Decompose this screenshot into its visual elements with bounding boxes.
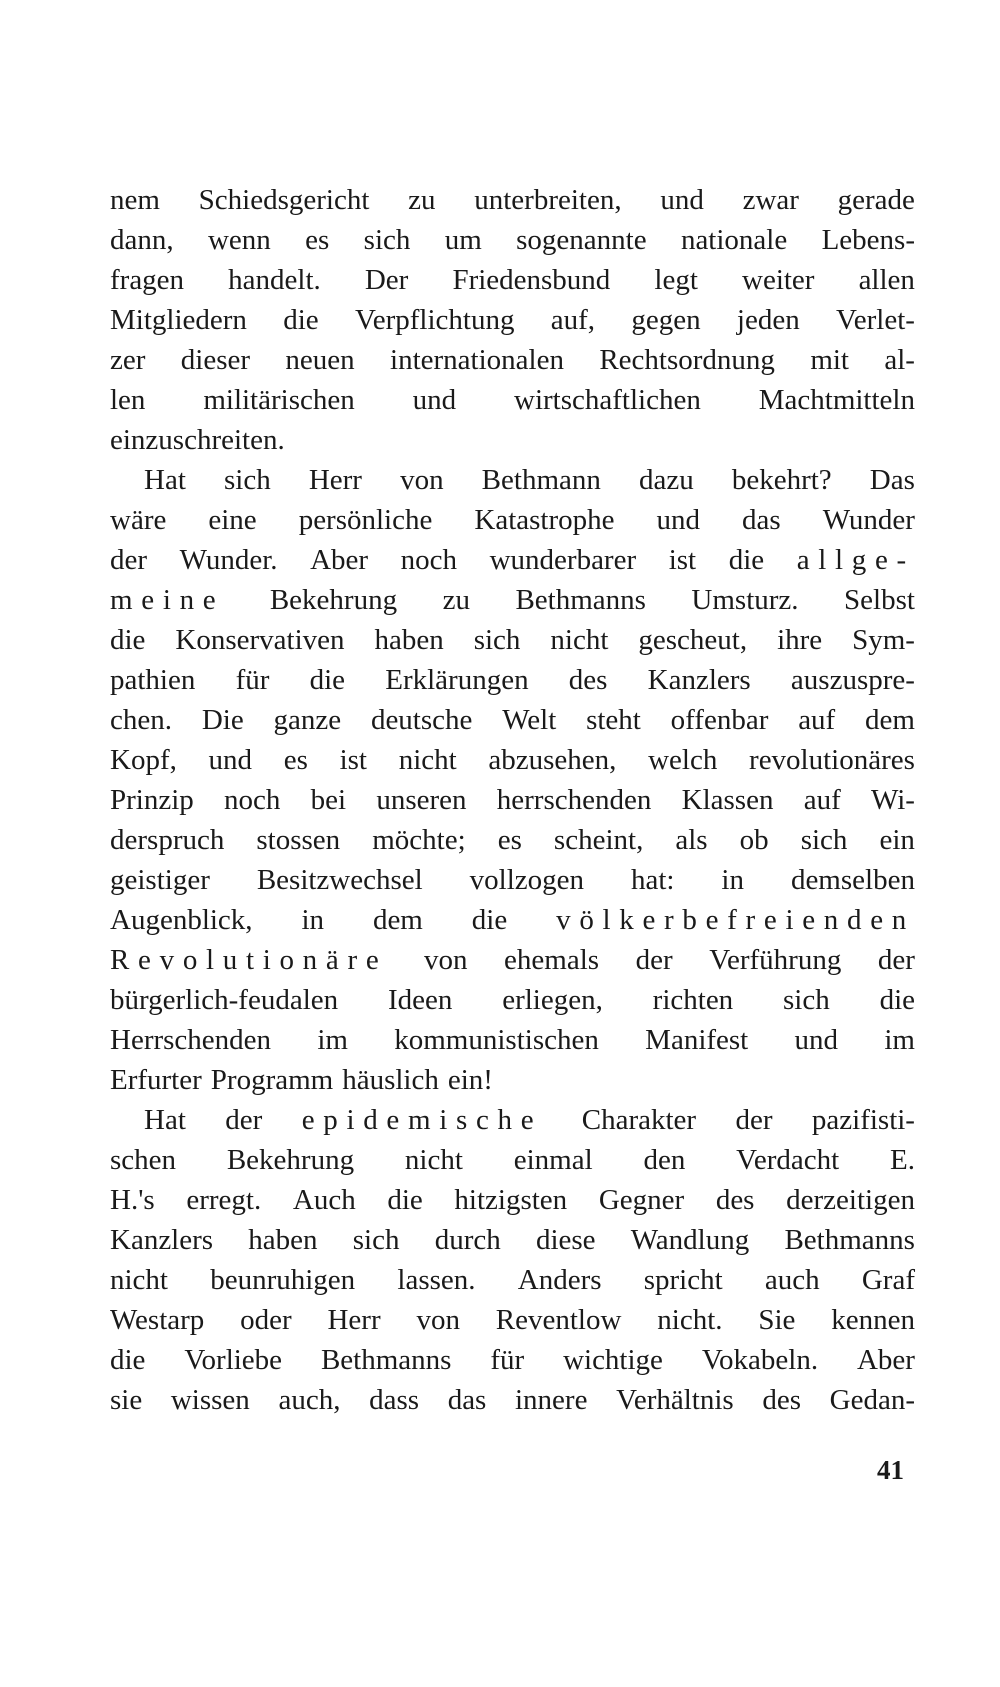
word: der: [635, 944, 673, 976]
word: als: [675, 824, 708, 856]
word: gerade: [837, 184, 915, 216]
word: Aber: [856, 1344, 915, 1376]
word: kommunistischen: [394, 1024, 599, 1056]
word: Auch: [292, 1184, 356, 1216]
page-number: 41: [877, 1455, 904, 1485]
word: diese: [535, 1224, 596, 1256]
word: gescheut,: [638, 624, 748, 656]
word: vollzogen: [469, 864, 585, 896]
word: Hat: [144, 1104, 186, 1136]
word: in: [721, 864, 744, 896]
word: Gegner: [598, 1184, 685, 1216]
word: sich: [352, 1224, 400, 1256]
word: Umsturz.: [691, 584, 799, 616]
word: Verdacht: [736, 1144, 840, 1176]
word: Westarp: [110, 1304, 205, 1336]
word: sich: [783, 984, 830, 1016]
word: bürgerlich-feudalen: [110, 984, 339, 1016]
word: sogenannte: [516, 224, 647, 256]
word: nicht: [110, 1264, 168, 1296]
word: Reventlow: [495, 1304, 622, 1336]
word: Friedensbund: [452, 264, 611, 296]
word: Kopf,: [110, 744, 177, 776]
word: es: [305, 224, 330, 256]
word: hat:: [630, 864, 675, 896]
text-line: [110, 620, 915, 660]
word: Bethmann: [481, 464, 601, 496]
text-line: [110, 780, 915, 820]
text-line: [110, 300, 915, 340]
word: weiter: [742, 264, 815, 296]
word: Ideen: [387, 984, 453, 1016]
text-line: [110, 260, 915, 300]
word: sie: [110, 1384, 143, 1416]
word: Verlet-: [836, 304, 915, 336]
word: und: [660, 184, 704, 216]
word: persönliche: [298, 504, 433, 536]
text-line: [110, 940, 915, 980]
word: um: [444, 224, 482, 256]
word: zer: [110, 344, 146, 376]
word: Machtmitteln: [758, 384, 915, 416]
word: die: [387, 1184, 423, 1216]
word: Rechtsordnung: [599, 344, 775, 376]
word: von: [416, 1304, 460, 1336]
word: auch,: [278, 1384, 341, 1416]
text-line: [110, 580, 915, 620]
word: internationalen: [390, 344, 564, 376]
text-line: [110, 220, 915, 260]
word: Wandlung: [630, 1224, 750, 1256]
word: ist: [339, 744, 367, 776]
word: beunruhigen: [210, 1264, 356, 1296]
word: Wunder.: [179, 544, 278, 576]
word: haben: [248, 1224, 318, 1256]
word: spricht: [643, 1264, 723, 1296]
word: die: [110, 624, 146, 656]
word: dazu: [638, 464, 694, 496]
word: einmal: [513, 1144, 593, 1176]
text-line: [110, 460, 915, 500]
word: Bethmanns: [784, 1224, 915, 1256]
word: die: [879, 984, 915, 1016]
word: im: [317, 1024, 348, 1056]
word: die: [728, 544, 765, 576]
word: wenn: [207, 224, 271, 256]
word: meine: [110, 584, 225, 616]
word: wirtschaftlichen: [514, 384, 701, 416]
text-line: [110, 820, 915, 860]
word: bekehrt?: [731, 464, 832, 496]
word: Konservativen: [175, 624, 345, 656]
word: erliegen,: [502, 984, 603, 1016]
word: noch: [224, 784, 281, 816]
word: von: [423, 944, 468, 976]
word: Bethmanns: [515, 584, 646, 616]
word: Selbst: [844, 584, 915, 616]
word: Vorliebe: [184, 1344, 283, 1376]
word: allen: [858, 264, 915, 296]
word: gegen: [631, 304, 701, 336]
word: Augenblick,: [110, 904, 253, 936]
word: revolutionäres: [749, 744, 915, 776]
text-line: [110, 420, 915, 460]
word: des: [762, 1384, 802, 1416]
word: richten: [652, 984, 734, 1016]
word: sich: [223, 464, 271, 496]
word: des: [568, 664, 608, 696]
word: Kanzlers: [647, 664, 751, 696]
word: epidemische: [301, 1104, 543, 1136]
word: Herr: [327, 1304, 381, 1336]
word: eine: [208, 504, 257, 536]
word: ein: [879, 824, 915, 856]
word: und: [794, 1024, 839, 1056]
word: ganze: [273, 704, 342, 736]
word: möchte;: [372, 824, 466, 856]
text-line: [110, 340, 915, 380]
word: Prinzip: [110, 784, 194, 816]
word: die: [309, 664, 346, 696]
word: Klassen: [681, 784, 774, 816]
word: allge-: [796, 544, 915, 576]
word: al-: [884, 344, 915, 376]
word: nicht: [404, 1144, 463, 1176]
word: pathien: [110, 664, 196, 696]
word: dieser: [180, 344, 251, 376]
word: unterbreiten,: [474, 184, 622, 216]
word: dem: [865, 704, 915, 736]
word: len: [110, 384, 146, 416]
word: haben: [374, 624, 444, 656]
word: Bekehrung: [269, 584, 398, 616]
word: den: [643, 1144, 686, 1176]
word: sich: [363, 224, 411, 256]
word: geistiger: [110, 864, 210, 896]
word: ob: [739, 824, 769, 856]
word: Herr: [308, 464, 362, 496]
word: das: [447, 1384, 487, 1416]
word: deutsche: [370, 704, 473, 736]
word: wichtige: [563, 1344, 663, 1376]
word: fragen: [110, 264, 185, 296]
word: für: [490, 1344, 525, 1376]
word: nem: [110, 184, 160, 216]
word: Wi-: [870, 784, 915, 816]
word: derspruch: [110, 824, 225, 856]
word: innere: [515, 1384, 588, 1416]
text-line: [110, 1380, 915, 1420]
word: Revolutionäre: [110, 944, 388, 976]
word: Lebens-: [821, 224, 915, 256]
word: zu: [442, 584, 470, 616]
word: dem: [372, 904, 423, 936]
word: Bekehrung: [226, 1144, 355, 1176]
word: bei: [310, 784, 347, 816]
word: zu: [408, 184, 436, 216]
word: abzusehen,: [488, 744, 617, 776]
word: Wunder: [822, 504, 915, 536]
word: mit: [810, 344, 849, 376]
text-line: [110, 380, 915, 420]
word: dann,: [110, 224, 174, 256]
text-line: [110, 500, 915, 540]
word: auch: [764, 1264, 820, 1296]
word: Manifest: [645, 1024, 749, 1056]
word: es: [497, 824, 522, 856]
word: Verhältnis: [616, 1384, 734, 1416]
word: auf,: [550, 304, 596, 336]
word: Verführung: [709, 944, 842, 976]
word: der: [735, 1104, 773, 1136]
word: sich: [473, 624, 521, 656]
word: schen: [110, 1144, 177, 1176]
word: Mitgliedern: [110, 304, 247, 336]
word: pazifisti-: [811, 1104, 915, 1136]
word: Verpflichtung: [354, 304, 515, 336]
word: Besitzwechsel: [256, 864, 423, 896]
word: Schiedsgericht: [198, 184, 370, 216]
word: Das: [869, 464, 915, 496]
word: Der: [364, 264, 409, 296]
word: kennen: [831, 1304, 915, 1336]
word: chen.: [110, 704, 172, 736]
word: noch: [400, 544, 458, 576]
word: herrschenden: [496, 784, 652, 816]
text-line: [110, 1300, 915, 1340]
word: neuen: [285, 344, 355, 376]
word: unseren: [376, 784, 467, 816]
word: legt: [654, 264, 698, 296]
word: Anders: [517, 1264, 602, 1296]
body-text: [110, 180, 915, 1420]
word: nicht.: [657, 1304, 723, 1336]
word: ist: [668, 544, 697, 576]
text-line: [110, 180, 915, 220]
word: Graf: [861, 1264, 915, 1296]
word: auf: [803, 784, 841, 816]
word: ein!: [447, 1064, 493, 1096]
word: oder: [240, 1304, 292, 1336]
text-line: [110, 1180, 915, 1220]
word: häuslich: [342, 1064, 439, 1096]
word: jeden: [736, 304, 800, 336]
word: einzuschreiten.: [110, 424, 285, 456]
word: scheint,: [553, 824, 644, 856]
text-line: [110, 700, 915, 740]
word: auf: [798, 704, 836, 736]
word: nicht: [398, 744, 457, 776]
word: stossen: [256, 824, 341, 856]
word: wissen: [170, 1384, 250, 1416]
word: der: [225, 1104, 263, 1136]
word: sich: [800, 824, 848, 856]
word: Katastrophe: [474, 504, 615, 536]
word: wunderbarer: [489, 544, 637, 576]
word: Bethmanns: [320, 1344, 452, 1376]
word: offenbar: [670, 704, 769, 736]
word: Erklärungen: [385, 664, 529, 696]
word: welch: [648, 744, 718, 776]
word: Aber: [310, 544, 369, 576]
text-line: [110, 1020, 915, 1060]
text-line: [110, 660, 915, 700]
word: wäre: [110, 504, 167, 536]
word: die: [110, 1344, 146, 1376]
text-line: [110, 1060, 915, 1100]
word: Herrschenden: [110, 1024, 272, 1056]
word: und: [208, 744, 253, 776]
word: die: [283, 304, 319, 336]
text-line: [110, 900, 915, 940]
word: Vokabeln.: [701, 1344, 819, 1376]
text-line: [110, 860, 915, 900]
word: es: [283, 744, 308, 776]
word: im: [884, 1024, 915, 1056]
text-line: [110, 1140, 915, 1180]
text-line: [110, 740, 915, 780]
word: völkerbefreienden: [556, 904, 915, 936]
word: Kanzlers: [110, 1224, 214, 1256]
word: des: [715, 1184, 755, 1216]
word: nationale: [680, 224, 788, 256]
word: der: [877, 944, 915, 976]
word: nicht: [550, 624, 609, 656]
word: handelt.: [228, 264, 321, 296]
word: Die: [201, 704, 244, 736]
word: das: [742, 504, 781, 536]
word: Erfurter: [110, 1064, 202, 1096]
word: erregt.: [186, 1184, 262, 1216]
text-line: [110, 1100, 915, 1140]
word: Gedan-: [829, 1384, 915, 1416]
text-line: [110, 980, 915, 1020]
word: Welt: [502, 704, 557, 736]
word: Sie: [758, 1304, 796, 1336]
word: Sym-: [852, 624, 915, 656]
word: dass: [369, 1384, 420, 1416]
word: Hat: [144, 464, 186, 496]
word: steht: [586, 704, 641, 736]
word: derzeitigen: [786, 1184, 915, 1216]
word: ihre: [777, 624, 823, 656]
text-line: [110, 1340, 915, 1380]
word: und: [656, 504, 701, 536]
word: E.: [890, 1144, 915, 1176]
word: zwar: [742, 184, 799, 216]
text-line: [110, 1220, 915, 1260]
word: hitzigsten: [454, 1184, 568, 1216]
word: der: [110, 544, 148, 576]
word: durch: [434, 1224, 501, 1256]
word: von: [400, 464, 444, 496]
text-line: [110, 1260, 915, 1300]
word: H.'s: [110, 1184, 155, 1216]
word: militärischen: [203, 384, 355, 416]
word: ehemals: [504, 944, 600, 976]
word: auszuspre-: [790, 664, 915, 696]
text-line: [110, 540, 915, 580]
word: in: [301, 904, 325, 936]
word: die: [471, 904, 508, 936]
word: demselben: [790, 864, 915, 896]
word: und: [412, 384, 457, 416]
word: lassen.: [397, 1264, 476, 1296]
word: für: [235, 664, 270, 696]
word: Charakter: [581, 1104, 697, 1136]
word: Programm: [210, 1064, 334, 1096]
